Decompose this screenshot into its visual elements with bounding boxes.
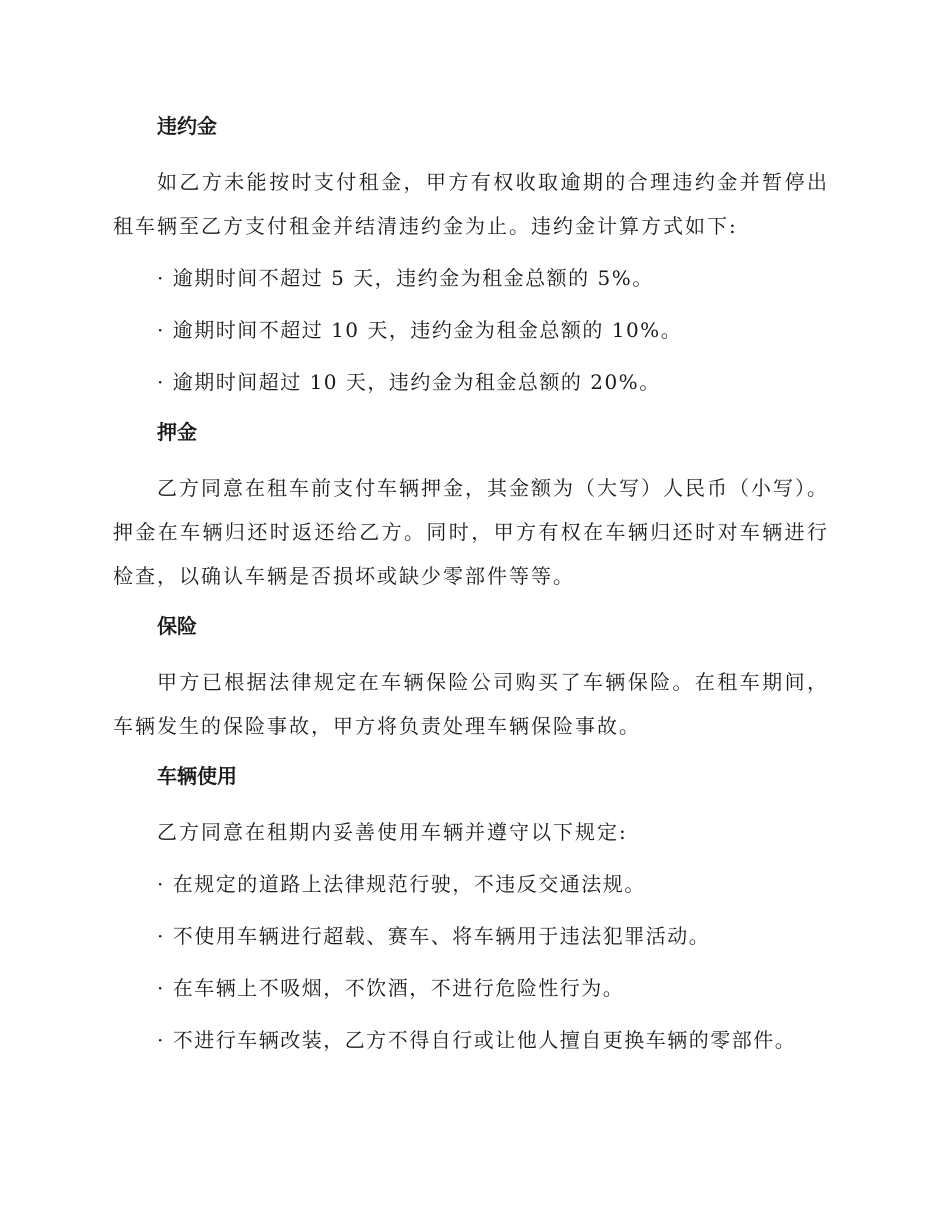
section-heading-insurance: 保险 xyxy=(157,614,197,638)
insurance-paragraph: 甲方已根据法律规定在车辆保险公司购买了车辆保险。在租车期间，车辆发生的保险事故，甲方将负责处理车辆保险事故。 xyxy=(113,670,829,738)
section-heading-usage: 车辆使用 xyxy=(157,764,237,788)
deposit-paragraph: 乙方同意在租车前支付车辆押金，其金额为（大写）人民币（小写）。押金在车辆归还时返还给乙方。同时，甲方有权在车辆归还时对车辆进行检查，以确认车辆是否损坏或缺少零部件等等。 xyxy=(113,476,829,588)
usage-item: · 不进行车辆改装，乙方不得自行或让他人擅自更换车辆的零部件。 xyxy=(157,1028,797,1052)
usage-item: · 不使用车辆进行超载、赛车、将车辆用于违法犯罪活动。 xyxy=(157,924,711,948)
penalty-item: · 逾期时间不超过 10 天，违约金为租金总额的 10%。 xyxy=(157,318,683,342)
usage-item: · 在车辆上不吸烟，不饮酒，不进行危险性行为。 xyxy=(157,976,625,1000)
section-heading-deposit: 押金 xyxy=(157,420,197,444)
document-page xyxy=(113,100,829,1070)
usage-intro-paragraph: 乙方同意在租期内妥善使用车辆并遵守以下规定: xyxy=(157,820,628,844)
section-heading-penalty: 违约金 xyxy=(157,114,217,138)
penalty-item: · 逾期时间超过 10 天，违约金为租金总额的 20%。 xyxy=(157,370,661,394)
usage-item: · 在规定的道路上法律规范行驶，不违反交通法规。 xyxy=(157,872,646,896)
penalty-item: · 逾期时间不超过 5 天，违约金为租金总额的 5%。 xyxy=(157,266,654,290)
penalty-intro-paragraph: 如乙方未能按时支付租金，甲方有权收取逾期的合理违约金并暂停出租车辆至乙方支付租金并结清违约金为止。违约金计算方式如下: xyxy=(113,170,829,238)
